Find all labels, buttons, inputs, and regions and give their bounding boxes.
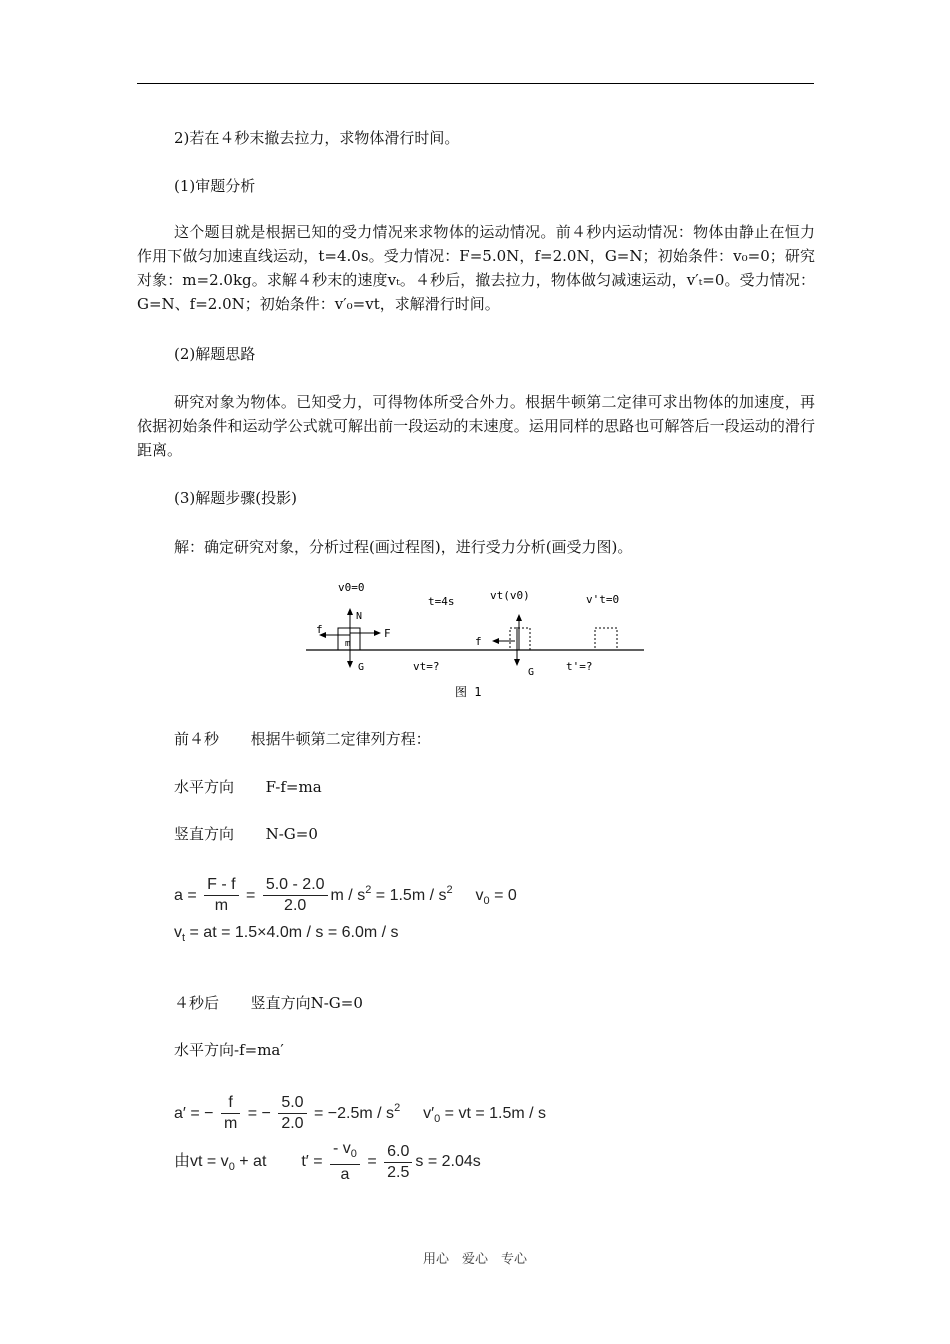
section3-title: (3)解题步骤(投影) (174, 489, 297, 507)
eq-tprime-den2: 2.5 (387, 1163, 410, 1181)
eq-a-result-exp: 2 (446, 884, 453, 896)
fig-label-vt-v0: vt(v0) (490, 589, 530, 602)
eq-vt-sub: t (182, 932, 186, 944)
fig-label-f-mid: f (475, 635, 482, 648)
equation-a (174, 868, 517, 923)
eq-tprime-prefix: 由vt = v (174, 1153, 229, 1171)
eq-tprime-den1: a (340, 1166, 350, 1183)
equation-vt (174, 921, 399, 950)
eq-aprime-frac1 (221, 1093, 240, 1134)
eq-aprime-lhs: a′ = − (174, 1105, 214, 1122)
section1-body: 这个题目就是根据已知的受力情况来求物体的运动情况。前４秒内运动情况：物体由静止在恒力作用下做匀加速直线运动，t=4.0s。受力情况：F=5.0N，f=2.0N，G=N；初始条件：v₀=0；研究对象：m=2.0kg。求解４秒末的速度vₜ。４秒后，撤去拉力，物体做匀减速运动，v′ₜ=0。受力情况：G=N、f=2.0N；初始条件：v′₀=vt，求解滑行时间。 (137, 223, 815, 313)
eq-a-frac1 (204, 875, 238, 916)
eq-a-exp: 2 (365, 884, 372, 896)
eq-tprime-num1 (330, 1139, 360, 1165)
eq-aprime-den1: m (223, 1115, 238, 1133)
eq-aprime-result: = −2.5m / s (314, 1105, 395, 1122)
after-4s-text: 竖直方向N-G=0 (250, 994, 363, 1012)
equation-a-prime (174, 1086, 546, 1141)
eq-aprime-mid: = − (247, 1105, 271, 1122)
eq-aprime-v: v′ (423, 1105, 435, 1122)
equation-t-prime (174, 1139, 481, 1189)
eq-tprime-lhs: t′ = (301, 1153, 323, 1171)
question-text: 2)若在４秒末撤去拉力，求物体滑行时间。 (174, 129, 460, 147)
eq-aprime-exp: 2 (394, 1102, 401, 1114)
section1-title: (1)审题分析 (174, 177, 256, 195)
eq-tprime-equals: = (367, 1153, 377, 1171)
eq-a-lhs: a = (174, 887, 197, 904)
vertical-label-1: 竖直方向 (174, 825, 235, 843)
fig-label-t: t=4s (428, 595, 455, 608)
section2-body: 研究对象为物体。已知受力，可得物体所受合外力。根据牛顿第二定律可求出物体的加速度，再依据初始条件和运动学公式就可解出前一段运动的末速度。运用同样的思路也可解答后一段运动的滑行距离。 (137, 393, 815, 459)
fig-label-vt-prime: v't=0 (586, 593, 620, 606)
fig-label-F: F (384, 627, 391, 640)
eq-a-v0: v (475, 887, 484, 904)
figure-1-diagram (300, 575, 650, 705)
eq-tprime-prefix-rest: + at (239, 1153, 267, 1171)
block-end (595, 628, 617, 650)
eq-aprime-vrest: = vt = 1.5m / s (444, 1105, 547, 1122)
eq-tprime-frac2 (384, 1142, 412, 1183)
eq-a-result: = 1.5m / s (375, 887, 447, 904)
fig-label-f-left: f (316, 623, 323, 636)
first-4s-line (174, 727, 431, 751)
fig-label-G-left: G (358, 662, 365, 673)
eq-tprime-num1-sub: 0 (350, 1148, 357, 1160)
eq-tprime-prefix-sub: 0 (228, 1161, 235, 1174)
eq-a-den2: 2.0 (284, 897, 307, 915)
after-4s-line (174, 991, 363, 1015)
eq-a-equals: = (246, 887, 256, 904)
vertical-eq-text-1: N-G=0 (265, 825, 318, 843)
eq-aprime-den2: 2.0 (281, 1115, 304, 1133)
eq-a-den1: m (214, 897, 229, 915)
eq-a-num2: 5.0 - 2.0 (263, 875, 328, 896)
eq-a-num1: F - f (204, 875, 238, 896)
eq-tprime-num2: 6.0 (384, 1142, 412, 1163)
horizontal-eq-text-1: F-f=ma (265, 778, 322, 796)
eq-a-unit: m / s (330, 887, 366, 904)
eq-vt-rest: = at = 1.5×4.0m / s = 6.0m / s (189, 924, 399, 941)
fig-label-tprime-q: t'=? (566, 660, 593, 673)
fig-label-N: N (356, 611, 363, 622)
eq-aprime-frac2 (278, 1093, 306, 1134)
first-4s-text: 根据牛顿第二定律列方程： (250, 730, 431, 748)
eq-aprime-num2: 5.0 (278, 1093, 306, 1114)
eq-tprime-num1-text: - v (333, 1140, 351, 1157)
horizontal-label-1: 水平方向 (174, 778, 235, 796)
eq-a-v0-value: = 0 (494, 887, 517, 904)
fig-label-v0: v0=0 (338, 581, 365, 594)
horizontal-eq-2: 水平方向-f=ma′ (174, 1041, 284, 1059)
eq-a-frac2 (263, 875, 328, 916)
first-4s-label: 前４秒 (174, 730, 220, 748)
fig-label-m: m (345, 639, 351, 649)
eq-aprime-num1: f (221, 1093, 240, 1114)
eq-vt-v: v (174, 924, 182, 941)
solution-intro: 解：确定研究对象，分析过程(画过程图)，进行受力分析(画受力图)。 (174, 538, 633, 556)
eq-aprime-vsub: 0 (434, 1113, 441, 1125)
eq-a-v0-sub: 0 (483, 895, 490, 907)
figure-caption: 图 1 (455, 685, 482, 699)
header-rule (137, 83, 814, 84)
page-footer: 用心 爱心 专心 (422, 1252, 527, 1267)
after-4s-label: ４秒后 (174, 994, 220, 1012)
vertical-eq-1 (174, 822, 318, 846)
eq-tprime-result: s = 2.04s (415, 1153, 481, 1171)
block-mid (510, 628, 530, 650)
section2-title: (2)解题思路 (174, 345, 256, 363)
fig-label-G-mid: G (528, 667, 535, 678)
fig-label-vt-q: vt=? (413, 660, 440, 673)
horizontal-eq-1 (174, 775, 322, 799)
eq-tprime-frac1 (330, 1139, 360, 1185)
